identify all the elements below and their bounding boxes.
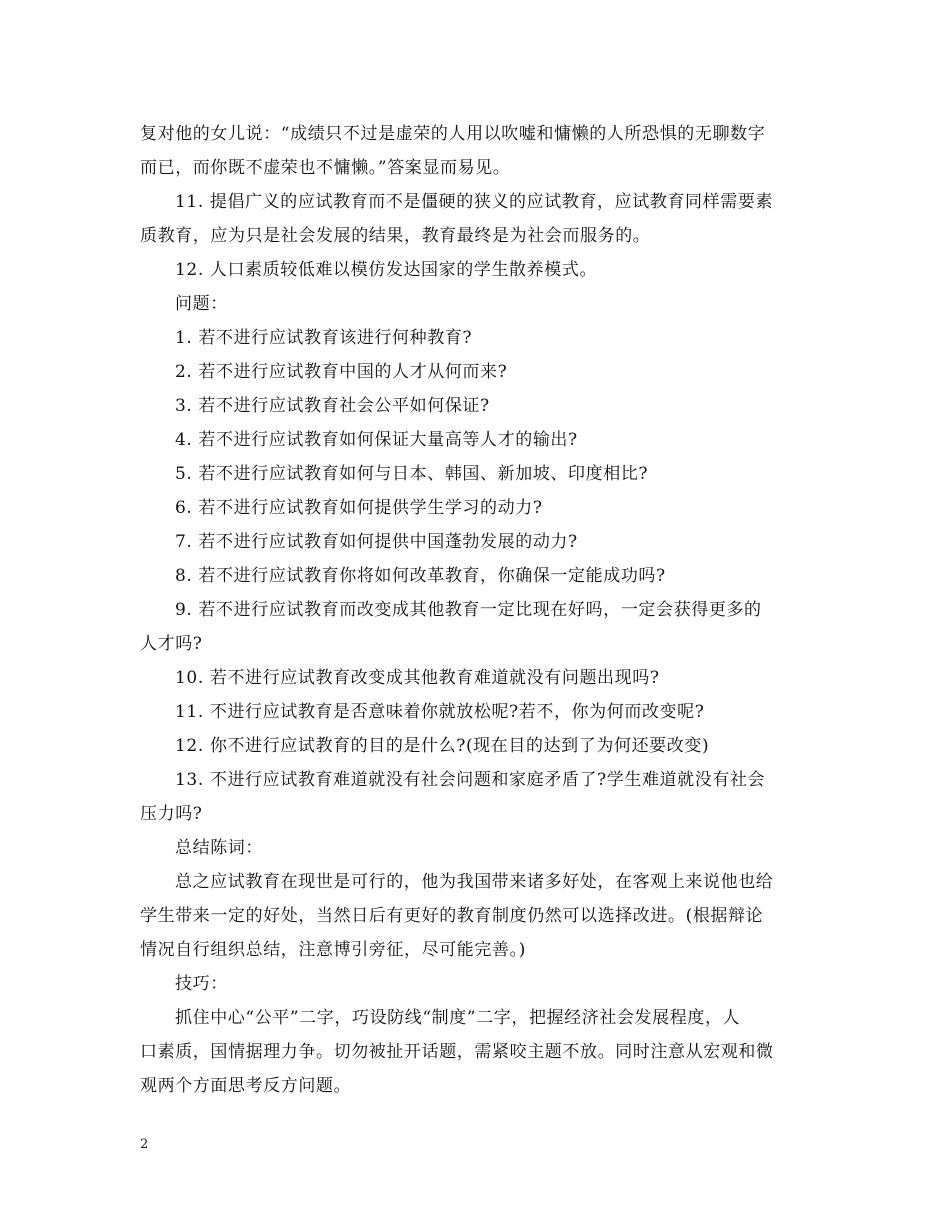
text-line: 抓住中心“公平”二字，巧设防线“制度”二字，把握经济社会发展程度，人 [175, 1008, 741, 1028]
text-line: 10. 若不进行应试教育改变成其他教育难道就没有问题出现吗? [175, 668, 660, 688]
text-line: 问题： [175, 294, 228, 314]
text-line: 而已，而你既不虚荣也不慵懒。”答案显而易见。 [140, 158, 511, 178]
text-line: 5. 若不进行应试教育如何与日本、韩国、新加坡、印度相比? [175, 464, 649, 484]
text-line: 学生带来一定的好处，当然日后有更好的教育制度仍然可以选择改进。(根据辩论 [140, 906, 764, 926]
document-body [140, 117, 820, 1103]
text-line: 9. 若不进行应试教育而改变成其他教育一定比现在好吗，一定会获得更多的 [175, 600, 762, 620]
text-line: 12. 人口素质较低难以模仿发达国家的学生散养模式。 [175, 260, 598, 280]
text-line: 11. 提倡广义的应试教育而不是僵硬的狭义的应试教育，应试教育同样需要素 [175, 192, 774, 212]
text-line: 12. 你不进行应试教育的目的是什么?(现在目的达到了为何还要改变) [175, 736, 710, 756]
text-line: 总之应试教育在现世是可行的，他为我国带来诸多好处，在客观上来说他也给 [175, 872, 774, 892]
text-line: 6. 若不进行应试教育如何提供学生学习的动力? [175, 498, 543, 518]
text-line: 1. 若不进行应试教育该进行何种教育? [175, 328, 473, 348]
text-line: 压力吗? [140, 804, 203, 824]
text-line: 总结陈词： [175, 838, 263, 858]
text-line: 8. 若不进行应试教育你将如何改革教育，你确保一定能成功吗? [175, 566, 666, 586]
text-line: 13. 不进行应试教育难道就没有社会问题和家庭矛盾了?学生难道就没有社会 [175, 770, 766, 790]
text-line: 质教育，应为只是社会发展的结果，教育最终是为社会而服务的。 [140, 226, 651, 246]
text-line: 观两个方面思考反方问题。 [140, 1076, 352, 1096]
text-line: 口素质，国情据理力争。切勿被扯开话题，需紧咬主题不放。同时注意从宏观和微 [140, 1042, 774, 1062]
text-line: 3. 若不进行应试教育社会公平如何保证? [175, 396, 490, 416]
text-line: 技巧： [175, 974, 228, 994]
text-line: 4. 若不进行应试教育如何保证大量高等人才的输出? [175, 430, 578, 450]
text-line: 复对他的女儿说：“成绩只不过是虚荣的人用以吹嘘和慵懒的人所恐惧的无聊数字 [140, 124, 766, 144]
text-line: 2. 若不进行应试教育中国的人才从何而来? [175, 362, 508, 382]
text-line: 7. 若不进行应试教育如何提供中国蓬勃发展的动力? [175, 532, 578, 552]
text-line: 11. 不进行应试教育是否意味着你就放松呢?若不，你为何而改变呢? [175, 702, 705, 722]
text-line: 人才吗? [140, 634, 203, 654]
page-number: 2 [140, 1137, 149, 1152]
text-line: 情况自行组织总结，注意博引旁征，尽可能完善。) [140, 940, 526, 960]
